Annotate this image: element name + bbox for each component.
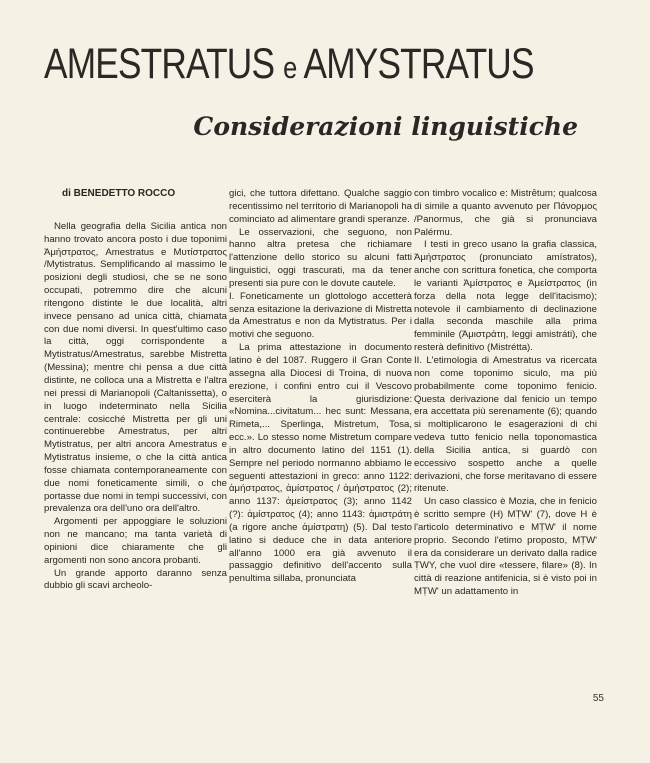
page-number: 55 [592,693,604,704]
paragraph: La prima attestazione in documento latino è del 1087. Ruggero il Gran Conte assegna alla Diocesi di Troina, di nuova erezione, i confini entro cui il Vescovo eserciterà la giurisdizione: «Nomina...civitatum... hec sunt: Messana, Rimeta,... Sperlinga, Mistretum, Tosa, ecc.». Lo stesso nome Mistretum compare in altro documento latino del 1151 (1). Sempre nel periodo normanno abbiamo le seguenti attestazioni in greco: anno 1122: ἀμήστρατος, ἀμίστρατος / ἀμήστρατος (2); anno 1137: ἀμείστρατος (3); anno 1142 (?): ἀμίστρατος (4); anno 1143: ἀμιστράτη (a rigore anche ἀμίστρατη) (5). Dal testo latino si deduce che in data anteriore all'anno 1000 era già avvenuto il passaggio definitivo dell'accento sulla penultima sillaba, pronunciata [229,342,412,585]
article-subtitle: Considerazioni linguistiche [193,112,578,141]
title-part1: AMESTRATUS [44,40,275,88]
text-column-2 [229,188,412,586]
paragraph: I testi in greco usano la grafia classica, Ἀμήστρατος (pronunciato amístratos), anche con scrittura fonetica, che comporta le varianti Ἀμίστρατος e Ἀμείστρατος (in forza della nota legge dell'itacismo); notevole il cambiamento di declinazione dalla seconda maschile alla prima femminile (Ἀμιστράτη, leggi amistráti), che resterà definitivo (Mistrétta). [414,239,597,354]
paragraph: Nella geografia della Sicilia antica non hanno trovato ancora posto i due toponimi Ἀμήστρατος, Amestratus e Μυτίστρατος /Mytistratus. Semplificando al massimo le posizioni degli studiosi, che se ne sono occupati, potremmo dire che alcuni ritengono distinte le due località, altri invece pensano ad unica città, chiamata con due nomi diversi. In quest'ultimo caso la città, oggi corrispondente a Mytistratus/Amestratus, sarebbe Mistretta (Messina); mentre chi pensa a due città distinte, ne colloca una a Mistretta e l'altra nei pressi di Marianopoli (Caltanissetta), o in luogo indeterminato nella Sicilia centrale: cosicché Mistretta per gli uni continuerebbe Amestratus, per altri Mytistratus, per altri ancora Amestratus e Mytistratus insieme, o che la città antica fosse chiamata contemporaneamente con due nomi foneticamente simili, o che portasse due nomi in tempi successivi, con prevalenza ora dell'uno ora dell'altro. [44,220,227,515]
text-column-3 [414,188,597,599]
paragraph: Argomenti per appoggiare le soluzioni non ne mancano; ma tanta varietà di opinioni dice chiaramente che gli argomenti non sono ancora probanti. [44,516,227,566]
paragraph: II. L'etimologia di Amestratus va ricercata non come toponimo siculo, ma più probabilmente come toponimo fenicio. Questa derivazione dal fenicio un tempo era accettata più serenamente (6); quando si moltiplicarono le esagerazioni di chi vedeva tutto fenicio nella toponomastica della Sicilia antica, si guardò con eccessivo sospetto anche a quelle derivazioni, che forse meritavano di essere ritenute. [414,354,597,495]
author-byline: di BENEDETTO ROCCO [62,188,176,199]
paragraph: con timbro vocalico e: Mistrētum; qualcosa di simile a quanto avvenuto per Πάνορμος /Panormus, che già si pronunciava Palérmu. [414,188,597,238]
title-part2: AMYSTRATUS [303,40,534,88]
paragraph: I. Foneticamente un glottologo accetterà senza esitazione la derivazione di Mistretta da Amestratus e non da Mytistratus. Per i motivi che seguono. [229,290,412,341]
paragraph: gici, che tuttora difettano. Qualche saggio recentissimo nel territorio di Marianopoli ha cominciato ad alimentare grandi speranze. [229,188,412,225]
paragraph: Un caso classico è Mozia, che in fenicio è scritto sempre (H) MṬW' (7), dove H è l'articolo determinativo e MṬW' il nome proprio. Secondo l'etimo proposto, MṬW' era da considerare un derivato dalla radice ṬWY, che vuol dire «tessere, filare» (8). In città di reazione antifenicia, si è visto poi in MṬW' un adattamento in [414,496,597,598]
article-title [44,40,534,89]
text-column-1 [44,188,227,593]
paragraph: Un grande apporto daranno senza dubbio gli scavi archeolo- [44,567,227,592]
title-join: e [283,50,297,85]
paragraph: Le osservazioni, che seguono, non hanno altra pretesa che richiamare l'attenzione dello storico su alcuni fatti linguistici, oggi trascurati, ma da tener presenti sia pure con le dovute cautele. [229,226,412,289]
